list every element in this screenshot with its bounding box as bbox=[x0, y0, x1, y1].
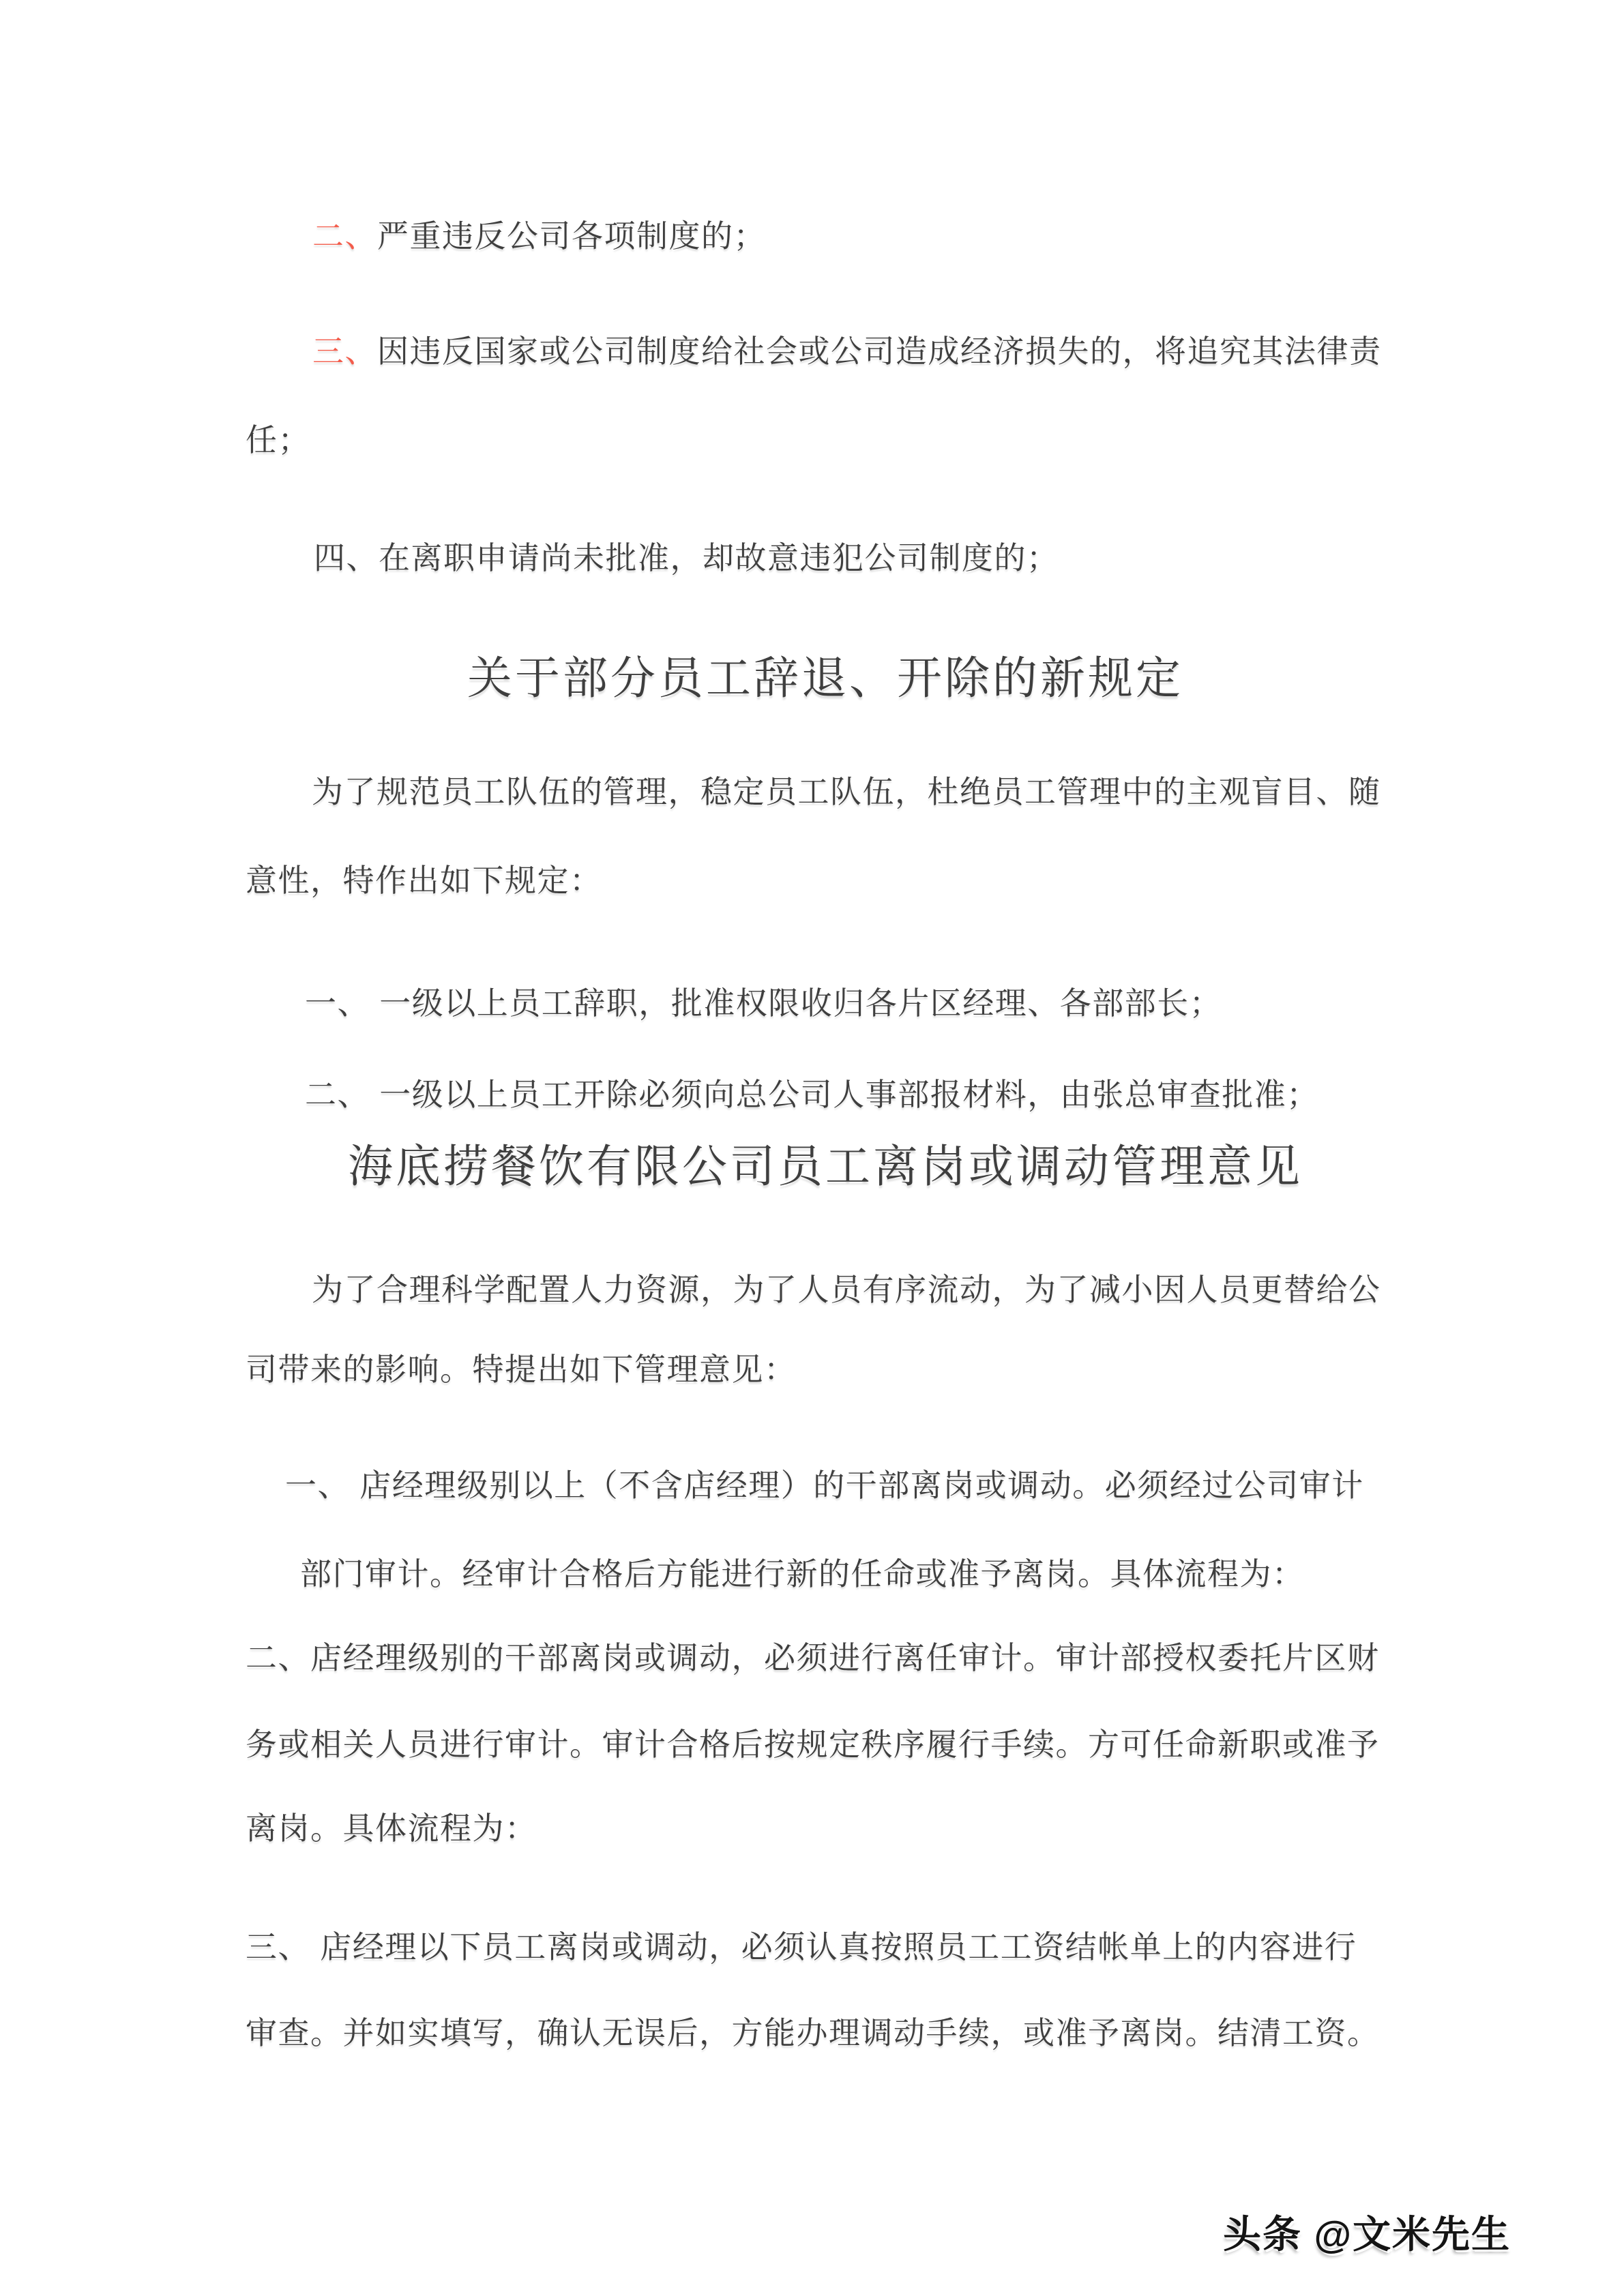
text-line-body: 意性，特作出如下规定： bbox=[246, 863, 602, 898]
text-line-body: 一、 一级以上员工辞职，批准权限收归各片区经理、各部部长； bbox=[305, 985, 1222, 1021]
text-line bbox=[285, 1467, 1364, 1504]
text-line bbox=[246, 1726, 1380, 1763]
text-line bbox=[246, 1639, 1380, 1677]
text-line bbox=[246, 1351, 797, 1388]
text-line-body: 因违反国家或公司制度给社会或公司造成经济损失的，将追究其法律责 bbox=[377, 333, 1382, 369]
text-line-body: 任； bbox=[246, 422, 310, 458]
text-line bbox=[314, 539, 1059, 577]
text-line-body: 审查。并如实填写，确认无误后，方能办理调动手续，或准予离岗。结清工资。 bbox=[246, 2015, 1380, 2051]
text-line-body: 二、店经理级别的干部离岗或调动，必须进行离任审计。审计部授权委托片区财 bbox=[246, 1640, 1380, 1675]
text-line-body: 二、 一级以上员工开除必须向总公司人事部报材料，由张总审查批准； bbox=[305, 1077, 1319, 1112]
text-line-body: 务或相关人员进行审计。审计合格后按规定秩序履行手续。方可任命新职或准予 bbox=[246, 1727, 1380, 1762]
text-line bbox=[305, 1076, 1319, 1114]
section-heading: 关于部分员工辞退、开除的新规定 bbox=[467, 653, 1183, 703]
text-line-body: 为了规范员工队伍的管理，稳定员工队伍，杜绝员工管理中的主观盲目、随 bbox=[312, 774, 1381, 809]
text-line bbox=[312, 333, 1382, 370]
text-line-body: 一、 店经理级别以上（不含店经理）的干部离岗或调动。必须经过公司审计 bbox=[285, 1467, 1364, 1503]
text-line bbox=[246, 1928, 1357, 1966]
text-line bbox=[246, 421, 310, 459]
text-line bbox=[300, 1555, 1305, 1593]
text-line bbox=[312, 218, 766, 255]
text-line-body: 部门审计。经审计合格后方能进行新的任命或准予离岗。具体流程为： bbox=[300, 1556, 1305, 1592]
watermark: 头条 @文米先生 bbox=[1223, 2213, 1511, 2256]
text-line-body: 离岗。具体流程为： bbox=[246, 1810, 537, 1846]
text-line-body: 司带来的影响。特提出如下管理意见： bbox=[246, 1352, 797, 1387]
text-line-body: 严重违反公司各项制度的； bbox=[377, 218, 766, 254]
section-heading: 海底捞餐饮有限公司员工离岗或调动管理意见 bbox=[348, 1141, 1303, 1191]
text-line bbox=[246, 862, 602, 899]
list-item-marker: 二、 bbox=[312, 218, 377, 254]
text-line bbox=[246, 2014, 1380, 2052]
list-item-marker: 三、 bbox=[312, 333, 377, 369]
text-line bbox=[312, 1271, 1381, 1309]
text-line-body: 四、在离职申请尚未批准，却故意违犯公司制度的； bbox=[314, 540, 1059, 576]
text-line bbox=[305, 985, 1222, 1022]
text-line-body: 三、 店经理以下员工离岗或调动，必须认真按照员工工资结帐单上的内容进行 bbox=[246, 1929, 1357, 1965]
text-line bbox=[312, 773, 1381, 811]
text-line bbox=[246, 1810, 537, 1847]
text-line-body: 为了合理科学配置人力资源，为了人员有序流动，为了减小因人员更替给公 bbox=[312, 1272, 1381, 1307]
